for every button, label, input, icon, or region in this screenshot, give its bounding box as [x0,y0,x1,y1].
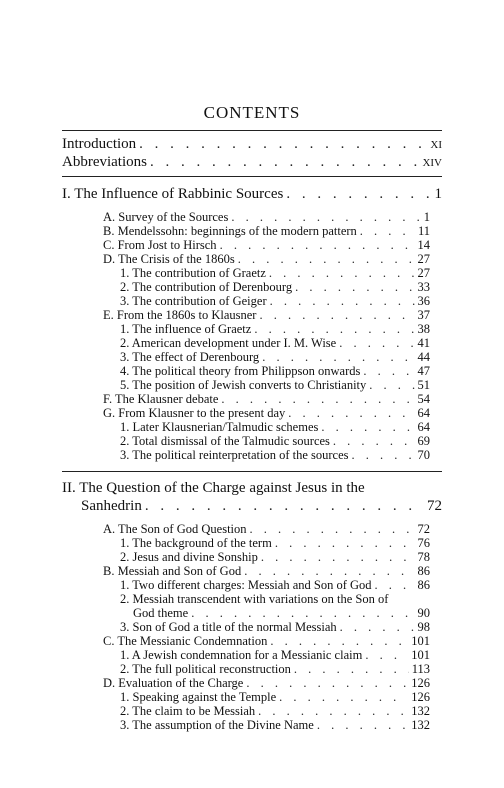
page-number: 86 [417,564,430,578]
toc-entry[interactable] [103,392,430,407]
leader-dots [258,704,408,719]
entry-title: 2. Total dismissal of the Talmudic sources [120,434,330,448]
toc-subentry[interactable] [120,550,430,565]
page-number: 1 [423,210,430,224]
toc-entry[interactable] [103,406,430,421]
entry-title: I. The Influence of Rabbinic Sources [62,186,284,202]
entry-title: Introduction [62,136,137,152]
toc-entry[interactable] [103,224,430,239]
leader-dots [317,718,408,733]
leader-dots [360,224,415,239]
entry-title: 3. Son of God a title of the normal Messiah [120,620,337,634]
leader-dots [270,294,415,309]
toc-part-2-line2[interactable] [81,498,442,515]
entry-title: 2. The claim to be Messiah [120,704,256,718]
page-number: 126 [411,676,430,690]
entry-title: B. Messiah and Son of God [103,564,242,578]
leader-dots [246,676,408,691]
leader-dots [275,536,415,551]
toc-subentry[interactable] [120,378,430,393]
leader-dots [191,606,414,621]
entry-title: D. The Crisis of the 1860s [103,252,235,266]
toc-subentry[interactable] [120,448,430,463]
entry-title: 4. The political theory from Philippson onwards [120,364,361,378]
page-number: 69 [417,434,430,448]
leader-dots [339,336,414,351]
toc-entry[interactable] [103,522,430,537]
page-number: xiv [422,154,442,170]
entry-title: 3. The effect of Derenbourg [120,350,260,364]
page-number: 101 [411,634,430,648]
entry-title: God theme [133,606,189,620]
toc-part-2-line1[interactable] [62,480,442,497]
page-number: 11 [417,224,430,238]
toc-entry[interactable] [103,634,430,649]
toc-subentry[interactable] [120,350,430,365]
toc-subentry-line1[interactable] [120,592,430,607]
page-number: 90 [417,606,430,620]
entry-title: 3. The political reinterpretation of the sources [120,448,349,462]
leader-dots [259,308,414,323]
page-number: 41 [417,336,430,350]
leader-dots [321,420,414,435]
leader-dots [279,690,408,705]
toc-subentry-line2[interactable] [133,606,430,621]
page-number: 38 [417,322,430,336]
page-number: 76 [417,536,430,550]
entry-title: Abbreviations [62,154,147,170]
page-number: 54 [417,392,430,406]
entry-title: 2. The full political reconstruction [120,662,291,676]
leader-dots [250,522,415,537]
leader-dots [270,634,408,649]
entry-title: B. Mendelssohn: beginnings of the modern pattern [103,224,357,238]
page-number: 132 [411,704,430,718]
toc-subentry[interactable] [120,280,430,295]
page-number: 98 [417,620,430,634]
page-number: 44 [417,350,430,364]
entry-title: 1. Speaking against the Temple [120,690,277,704]
page-number: 14 [417,238,430,252]
toc-subentry[interactable] [120,662,430,677]
toc-subentry[interactable] [120,704,430,719]
page-number: 72 [417,522,430,536]
toc-entry[interactable] [103,308,430,323]
entry-title: F. The Klausner debate [103,392,219,406]
entry-title: 1. The background of the term [120,536,272,550]
toc-subentry[interactable] [120,322,430,337]
leader-dots [365,648,408,663]
leader-dots [244,564,414,579]
top-rule [62,130,442,131]
page-number: 72 [427,498,442,514]
leader-dots [221,392,414,407]
toc-entry[interactable] [103,676,430,691]
page-number: 78 [417,550,430,564]
page-number: 132 [411,718,430,732]
entry-title: 1. A Jewish condemnation for a Messianic claim [120,648,363,662]
leader-dots [363,364,414,379]
leader-dots [145,498,424,515]
toc-entry[interactable] [103,210,430,225]
entry-title: A. The Son of God Question [103,522,247,536]
leader-dots [294,662,409,677]
entry-title: 1. Two different charges: Messiah and Son of God [120,578,372,592]
entry-title: D. Evaluation of the Charge [103,676,244,690]
leader-dots [238,252,415,267]
toc-subentry[interactable] [120,294,430,309]
toc-entry-abbreviations[interactable] [62,154,442,171]
leader-dots [333,434,415,449]
page-number: xi [430,136,442,152]
toc-entry[interactable] [103,252,430,267]
leader-dots [254,322,414,337]
leader-dots [262,350,414,365]
leader-dots [340,620,415,635]
toc-entry[interactable] [103,238,430,253]
leader-dots [295,280,414,295]
leader-dots [286,186,431,203]
leader-dots [352,448,415,463]
page-number: 27 [417,266,430,280]
entry-title: Sanhedrin [81,498,142,514]
leader-dots [139,136,427,153]
entry-title: G. From Klausner to the present day [103,406,286,420]
page-number: 64 [417,406,430,420]
leader-dots [369,378,414,393]
toc-entry[interactable] [103,564,430,579]
page-number: 64 [417,420,430,434]
toc-subentry[interactable] [120,364,430,379]
toc-subentry[interactable] [120,690,430,705]
entry-title: 1. The influence of Graetz [120,322,252,336]
toc-subentry[interactable] [120,266,430,281]
toc-part-1[interactable] [62,186,442,203]
leader-dots [231,210,420,225]
toc-subentry[interactable] [120,420,430,435]
toc-subentry[interactable] [120,578,430,593]
toc-subentry[interactable] [120,718,430,733]
page-number: 27 [417,252,430,266]
toc-subentry[interactable] [120,336,430,351]
leader-dots [261,550,415,565]
page-number: 1 [434,186,442,202]
page-number: 47 [417,364,430,378]
page-number: 37 [417,308,430,322]
page-number: 36 [417,294,430,308]
section-rule [62,176,442,177]
entry-title: 2. Messiah transcendent with variations on the Son of [120,592,389,606]
entry-title: 1. Later Klausnerian/Talmudic schemes [120,420,319,434]
entry-title: 3. The contribution of Geiger [120,294,267,308]
entry-title: A. Survey of the Sources [103,210,229,224]
leader-dots [269,266,415,281]
page-number: 70 [417,448,430,462]
entry-title: 3. The assumption of the Divine Name [120,718,314,732]
leader-dots [220,238,415,253]
toc-entry-introduction[interactable] [62,136,442,153]
entry-title: C. The Messianic Condemnation [103,634,268,648]
entry-title: 2. The contribution of Derenbourg [120,280,293,294]
leader-dots [288,406,414,421]
leader-dots [375,578,415,593]
entry-title: 1. The contribution of Graetz [120,266,266,280]
page-number: 113 [411,662,430,676]
toc-subentry[interactable] [120,536,430,551]
entry-title: II. The Question of the Charge against Jesus in the [62,480,365,496]
entry-title: C. From Jost to Hirsch [103,238,217,252]
leader-dots [150,154,419,171]
section-rule [62,471,442,472]
entry-title: E. From the 1860s to Klausner [103,308,257,322]
page-number: 86 [417,578,430,592]
contents-heading: CONTENTS [203,103,301,122]
toc-subentry[interactable] [120,620,430,635]
toc-subentry[interactable] [120,648,430,663]
page-number: 101 [411,648,430,662]
page-number: 33 [417,280,430,294]
entry-title: 2. Jesus and divine Sonship [120,550,258,564]
entry-title: 5. The position of Jewish converts to Christianity [120,378,367,392]
page-number: 51 [417,378,430,392]
page-number: 126 [411,690,430,704]
entry-title: 2. American development under I. M. Wise [120,336,337,350]
toc-subentry[interactable] [120,434,430,449]
